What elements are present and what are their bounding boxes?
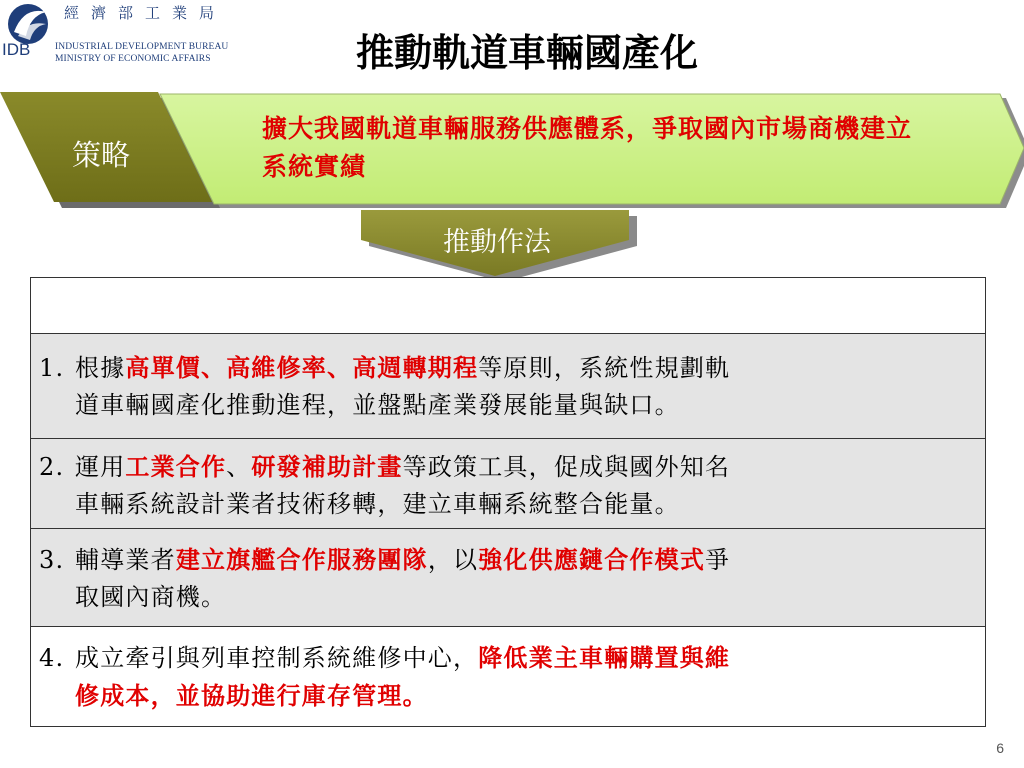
measures-table — [30, 277, 986, 727]
item-2-number: 2. — [39, 453, 65, 481]
logo-chinese-name: 經濟部工業局 — [64, 4, 227, 22]
page-title: 推動軌道車輛國產化 — [355, 30, 698, 75]
item-3-line1: 3. 輔導業者建立旗艦合作服務團隊，以強化供應鏈合作模式爭 — [39, 541, 973, 579]
page-number: 6 — [996, 740, 1004, 756]
item-1-text — [39, 349, 973, 424]
item-3-line2: 取國內商機。 — [75, 583, 227, 611]
table-header-row — [31, 278, 985, 333]
item-4-line1: 4. 成立牽引與列車控制系統維修中心，降低業主車輛購置與維 — [39, 639, 973, 677]
strategy-text: 擴大我國軌道車輛服務供應體系，爭取國內市場商機建立系統實績 — [262, 114, 913, 181]
item-2-line2: 車輛系統設計業者技術移轉，建立車輛系統整合能量。 — [75, 490, 680, 518]
table-row — [31, 333, 985, 438]
item-1-line2: 道車輛國產化推動進程，並盤點產業發展能量與缺口。 — [75, 391, 680, 419]
item-2-text — [39, 448, 973, 523]
table-row — [31, 438, 985, 528]
logo-english-line2: MINISTRY OF ECONOMIC AFFAIRS — [55, 54, 211, 64]
item-2-line1: 2. 運用工業合作、研發補助計畫等政策工具，促成與國外知名 — [39, 448, 973, 486]
item-1-line1: 1. 根據高單價、高維修率、高週轉期程等原則，系統性規劃軌 — [39, 349, 973, 387]
strategy-label: 策略 — [72, 138, 131, 172]
item-4-line2: 修成本，並協助進行庫存管理。 — [75, 681, 428, 710]
table-row — [31, 528, 985, 626]
item-3-text — [39, 541, 973, 616]
item-4-number: 4. — [39, 644, 65, 672]
item-1-number: 1. — [39, 354, 65, 382]
item-4-text — [39, 639, 973, 715]
table-row — [31, 626, 985, 726]
item-3-number: 3. — [39, 546, 65, 574]
logo-english-line1: INDUSTRIAL DEVELOPMENT BUREAU — [55, 42, 229, 52]
logo-abbreviation: IDB — [2, 40, 31, 59]
promotion-label: 推動作法 — [443, 227, 551, 258]
